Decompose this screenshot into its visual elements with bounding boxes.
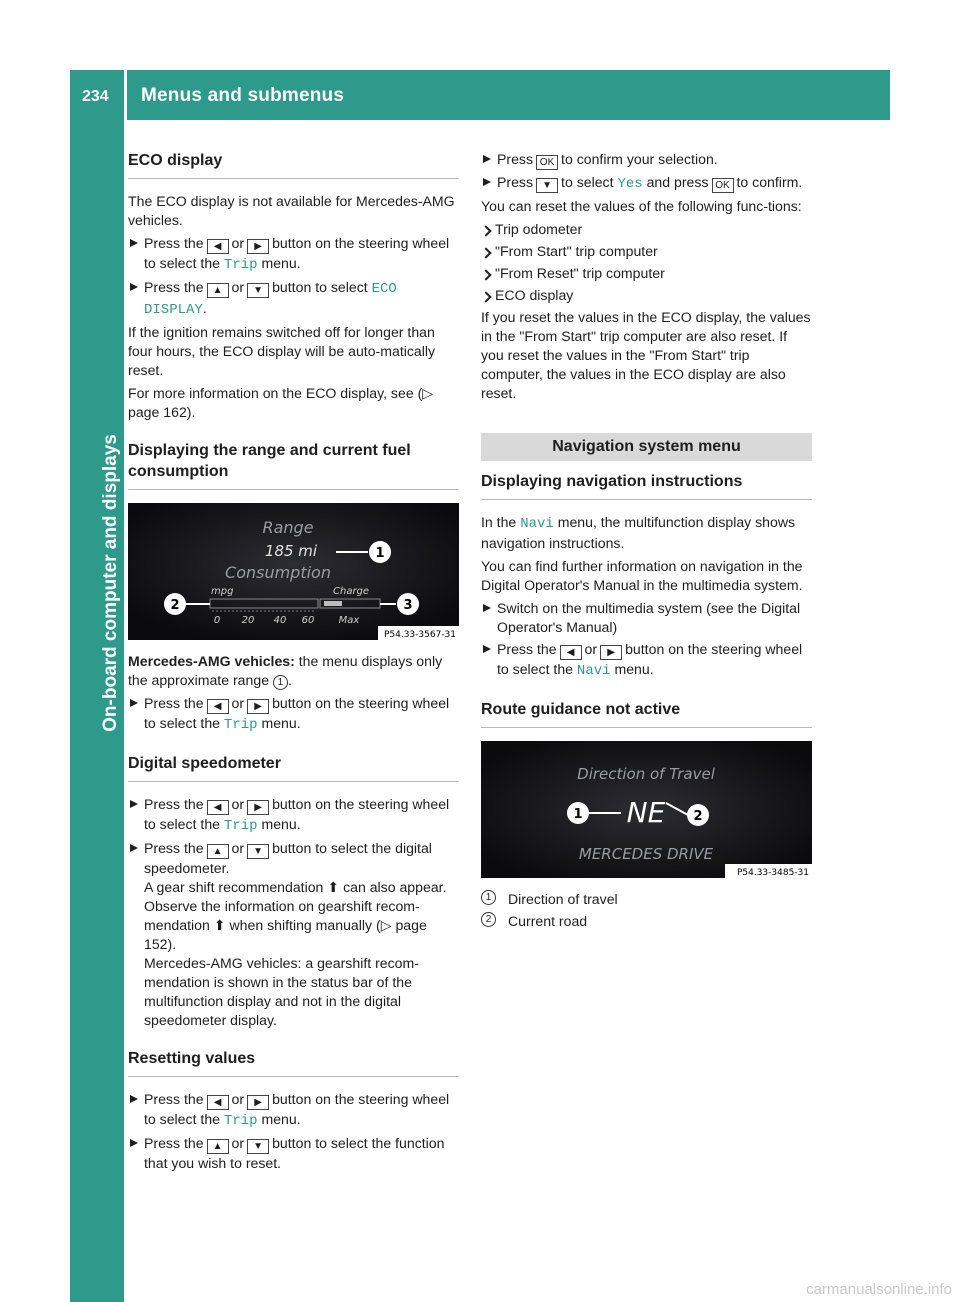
range-label: Range [262,518,314,537]
list-item: ECO display [481,286,812,305]
right-arrow-key-icon: ▶ [247,800,269,815]
up-arrow-key-icon: ▲ [207,844,229,859]
ok-key-icon: OK [712,178,734,193]
list-item: "From Start" trip computer [481,242,812,261]
list-item: "From Reset" trip computer [481,264,812,283]
reset-step-3: Press OK to confirm your selection. [481,150,812,170]
left-arrow-key-icon: ◀ [207,1095,229,1110]
range-step-1: Press the ◀ or ▶ button on the steering wheel to select the Trip menu. [128,694,459,735]
range-value: 185 mi [264,542,318,560]
gear-up-arrow-icon: ⬆ [213,917,226,933]
ok-key-icon: OK [536,155,558,170]
right-column [481,150,812,934]
eco-more-info: For more information on the ECO display, see (▷ page 162). [128,385,434,420]
callout-ref-1: 1 [273,675,288,690]
page-title: Menus and submenus [141,85,345,106]
right-arrow-key-icon: ▶ [247,699,269,714]
heading-value: NE [626,796,666,829]
down-arrow-key-icon: ▼ [247,1139,269,1154]
down-arrow-key-icon: ▼ [247,844,269,859]
trip-menu-label: Trip [223,818,258,834]
list-item: Trip odometer [481,220,812,239]
callout-2: 2 [693,809,703,824]
tick-0: 0 [213,615,221,626]
trip-menu-label: Trip [223,1113,258,1129]
consumption-label: Consumption [225,563,331,582]
speedo-step-2: Press the ▲ or ▼ button to select the digital speedometer. A gear shift recommendation ⬆ can also appear. Observe the information on gearshift recom-mendation ⬆ when shifting manually (▷ page 152). Mercedes-AMG vehicles: a gearshift recom-mendation is shown in the status bar of the multifunction display and not in the digital speedometer display. [128,839,459,1030]
direction-of-travel-label: Direction of Travel [577,765,715,783]
side-block [70,1255,124,1302]
callout-ref-1: 1 [481,890,496,905]
down-arrow-key-icon: ▼ [536,178,558,193]
right-arrow-key-icon: ▶ [247,1095,269,1110]
tick-60: 60 [301,615,315,626]
route-display-image [481,741,812,878]
nav-intro: In the Navi menu, the multifunction display shows navigation instructions. [481,514,796,551]
callout-2: 2 [170,598,180,613]
callout-ref-2: 2 [481,912,496,927]
callout-1: 1 [573,807,583,822]
tick-20: 20 [241,615,255,626]
left-arrow-key-icon: ◀ [207,800,229,815]
callout-1: 1 [375,546,385,561]
nav-step-2: Press the ◀ or ▶ button on the steering wheel to select the Navi menu. [481,640,812,681]
eco-intro: The ECO display is not available for Mercedes-AMG vehicles. [128,193,455,228]
mpg-label: mpg [211,586,234,597]
callout-3: 3 [403,598,413,613]
up-arrow-key-icon: ▲ [207,1139,229,1154]
reset-functions-intro: You can reset the values of the following func-tions: [481,198,802,214]
page-ref-icon: ▷ [380,917,392,933]
speedometer-heading: Digital speedometer [128,753,459,782]
eco-display-menu-label: ECO DISPLAY [144,281,397,318]
yes-option-label: Yes [617,176,643,192]
tick-40: 40 [273,615,287,626]
left-arrow-key-icon: ◀ [207,699,229,714]
nav-further-info: You can find further information on navigation in the Digital Operator's Manual in the multimedia system. [481,558,803,593]
range-heading: Displaying the range and current fuel consumption [128,440,459,490]
eco-reset-note: If the ignition remains switched off for longer than four hours, the ECO display will be auto-matically reset. [128,324,436,378]
nav-instructions-heading: Displaying navigation instructions [481,471,812,500]
navi-menu-label: Navi [576,663,611,679]
page-ref-icon: ▷ [422,385,434,401]
legend-item: 1 Direction of travel [481,890,812,909]
right-arrow-key-icon: ▶ [247,239,269,254]
header-divider [124,70,127,120]
trip-menu-label: Trip [223,717,258,733]
navi-menu-label: Navi [520,516,554,532]
range-display-image [128,503,459,640]
eco-step-2: Press the ▲ or ▼ button to select ECO DISPLAY. [128,278,459,320]
trip-menu-label: Trip [223,257,258,273]
image-code: P54.33-3567-31 [383,630,456,640]
reset-step-1: Press the ◀ or ▶ button on the steering wheel to select the Trip menu. [128,1090,459,1131]
speedo-step-1: Press the ◀ or ▶ button on the steering wheel to select the Trip menu. [128,795,459,836]
footer-url: carmanualsonline.info [806,1281,952,1298]
legend-item: 2 Current road [481,912,812,931]
left-arrow-key-icon: ◀ [207,239,229,254]
current-road-label: MERCEDES DRIVE [578,845,714,863]
gear-up-arrow-icon: ⬆ [327,879,340,895]
route-guidance-heading: Route guidance not active [481,699,812,728]
max-label: Max [338,615,360,626]
nav-step-1: Switch on the multimedia system (see the Digital Operator's Manual) [481,599,812,637]
left-column [128,150,459,1176]
reset-step-4: Press ▼ to select Yes and press OK to confirm. [481,173,812,194]
right-arrow-key-icon: ▶ [600,645,622,660]
reset-explanation: If you reset the values in the ECO display, the values in the "From Start" trip computer are also reset. If you reset the values in the "From Start" trip computer, the values in the ECO display are also reset. [481,309,811,401]
eco-display-heading: ECO display [128,150,459,179]
reset-step-2: Press the ▲ or ▼ button to select the function that you wish to reset. [128,1134,459,1173]
down-arrow-key-icon: ▼ [247,283,269,298]
eco-step-1: Press the ◀ or ▶ button on the steering wheel to select the Trip menu. [128,234,459,275]
range-amg-note: Mercedes-AMG vehicles: the menu displays only the approximate range 1 . [128,653,443,688]
resetting-values-heading: Resetting values [128,1048,459,1077]
up-arrow-key-icon: ▲ [207,283,229,298]
navigation-section-band: Navigation system menu [481,433,812,461]
left-arrow-key-icon: ◀ [560,645,582,660]
page-number: 234 [82,88,109,105]
image-code: P54.33-3485-31 [736,868,809,878]
charge-label: Charge [333,586,370,597]
